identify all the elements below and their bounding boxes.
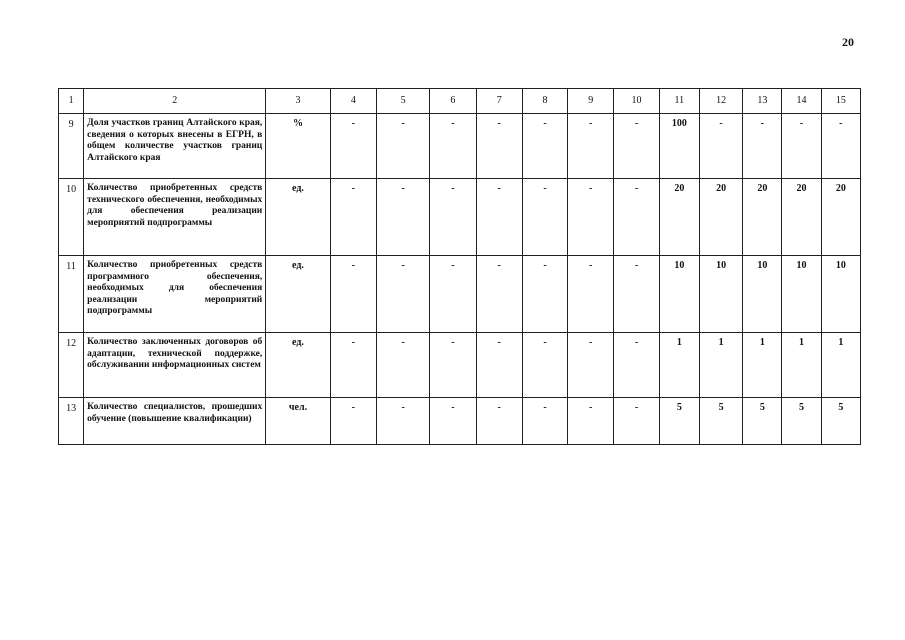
value-cell: 10 xyxy=(782,256,821,333)
value-cell: 1 xyxy=(659,333,699,398)
row-number: 9 xyxy=(59,114,84,179)
page-number: 20 xyxy=(842,35,854,49)
value-cell: 20 xyxy=(699,179,742,256)
unit-cell: % xyxy=(266,114,330,179)
value-cell: - xyxy=(476,333,522,398)
table-row xyxy=(59,179,861,256)
value-cell: - xyxy=(430,398,476,445)
value-cell: 20 xyxy=(782,179,821,256)
value-cell: - xyxy=(376,114,429,179)
value-cell: - xyxy=(376,179,429,256)
value-cell: - xyxy=(476,114,522,179)
value-cell: - xyxy=(522,179,567,256)
column-header: 6 xyxy=(430,89,476,114)
value-cell: - xyxy=(376,398,429,445)
value-cell: 10 xyxy=(821,256,860,333)
value-cell: 20 xyxy=(659,179,699,256)
value-cell: - xyxy=(568,114,614,179)
column-header: 1 xyxy=(59,89,84,114)
value-cell: - xyxy=(430,179,476,256)
value-cell: 1 xyxy=(782,333,821,398)
table-row xyxy=(59,256,861,333)
value-cell: - xyxy=(614,114,659,179)
value-cell: 20 xyxy=(743,179,782,256)
table-row xyxy=(59,114,861,179)
value-cell: - xyxy=(568,333,614,398)
header-row xyxy=(59,89,861,114)
value-cell: - xyxy=(476,179,522,256)
indicator-name: Количество приобретенных средств технического обеспечения, необходимых для обеспечения реализации мероприятий подпрограммы xyxy=(84,179,266,256)
column-header: 14 xyxy=(782,89,821,114)
value-cell: - xyxy=(614,333,659,398)
value-cell: - xyxy=(476,256,522,333)
value-cell: 5 xyxy=(699,398,742,445)
value-cell: - xyxy=(476,398,522,445)
row-number: 10 xyxy=(59,179,84,256)
column-header: 2 xyxy=(84,89,266,114)
row-number: 11 xyxy=(59,256,84,333)
indicator-name: Количество приобретенных средств программного обеспечения, необходимых для обеспечения реализации мероприятий подпрограммы xyxy=(84,256,266,333)
value-cell: - xyxy=(330,114,376,179)
value-cell: - xyxy=(614,398,659,445)
table-row xyxy=(59,398,861,445)
value-cell: 1 xyxy=(821,333,860,398)
value-cell: - xyxy=(743,114,782,179)
indicator-name: Количество заключенных договоров об адаптации, технической поддержке, обслуживании информационных систем xyxy=(84,333,266,398)
value-cell: - xyxy=(330,333,376,398)
value-cell: - xyxy=(376,256,429,333)
value-cell: - xyxy=(522,114,567,179)
column-header: 13 xyxy=(743,89,782,114)
unit-cell: ед. xyxy=(266,179,330,256)
column-header: 7 xyxy=(476,89,522,114)
value-cell: 10 xyxy=(659,256,699,333)
value-cell: - xyxy=(699,114,742,179)
value-cell: - xyxy=(568,256,614,333)
value-cell: - xyxy=(782,114,821,179)
value-cell: 20 xyxy=(821,179,860,256)
value-cell: - xyxy=(330,256,376,333)
value-cell: 5 xyxy=(743,398,782,445)
value-cell: - xyxy=(522,256,567,333)
value-cell: - xyxy=(568,179,614,256)
value-cell: - xyxy=(821,114,860,179)
value-cell: 5 xyxy=(821,398,860,445)
column-header: 4 xyxy=(330,89,376,114)
row-number: 13 xyxy=(59,398,84,445)
indicators-table xyxy=(58,88,861,445)
row-number: 12 xyxy=(59,333,84,398)
column-header: 12 xyxy=(699,89,742,114)
column-header: 3 xyxy=(266,89,330,114)
value-cell: - xyxy=(522,398,567,445)
column-header: 15 xyxy=(821,89,860,114)
value-cell: - xyxy=(430,256,476,333)
column-header: 10 xyxy=(614,89,659,114)
value-cell: - xyxy=(568,398,614,445)
value-cell: - xyxy=(614,179,659,256)
value-cell: - xyxy=(430,114,476,179)
unit-cell: ед. xyxy=(266,333,330,398)
value-cell: - xyxy=(376,333,429,398)
value-cell: - xyxy=(522,333,567,398)
column-header: 8 xyxy=(522,89,567,114)
column-header: 9 xyxy=(568,89,614,114)
value-cell: 100 xyxy=(659,114,699,179)
value-cell: - xyxy=(430,333,476,398)
unit-cell: ед. xyxy=(266,256,330,333)
unit-cell: чел. xyxy=(266,398,330,445)
column-header: 5 xyxy=(376,89,429,114)
value-cell: - xyxy=(614,256,659,333)
value-cell: 10 xyxy=(699,256,742,333)
indicator-name: Доля участков границ Алтайского края, сведения о которых внесены в ЕГРН, в общем количестве участков границ Алтайского края xyxy=(84,114,266,179)
value-cell: 5 xyxy=(782,398,821,445)
value-cell: 1 xyxy=(743,333,782,398)
column-header: 11 xyxy=(659,89,699,114)
value-cell: - xyxy=(330,179,376,256)
value-cell: - xyxy=(330,398,376,445)
value-cell: 5 xyxy=(659,398,699,445)
value-cell: 1 xyxy=(699,333,742,398)
value-cell: 10 xyxy=(743,256,782,333)
table-row xyxy=(59,333,861,398)
indicator-name: Количество специалистов, прошедших обучение (повышение квалификации) xyxy=(84,398,266,445)
